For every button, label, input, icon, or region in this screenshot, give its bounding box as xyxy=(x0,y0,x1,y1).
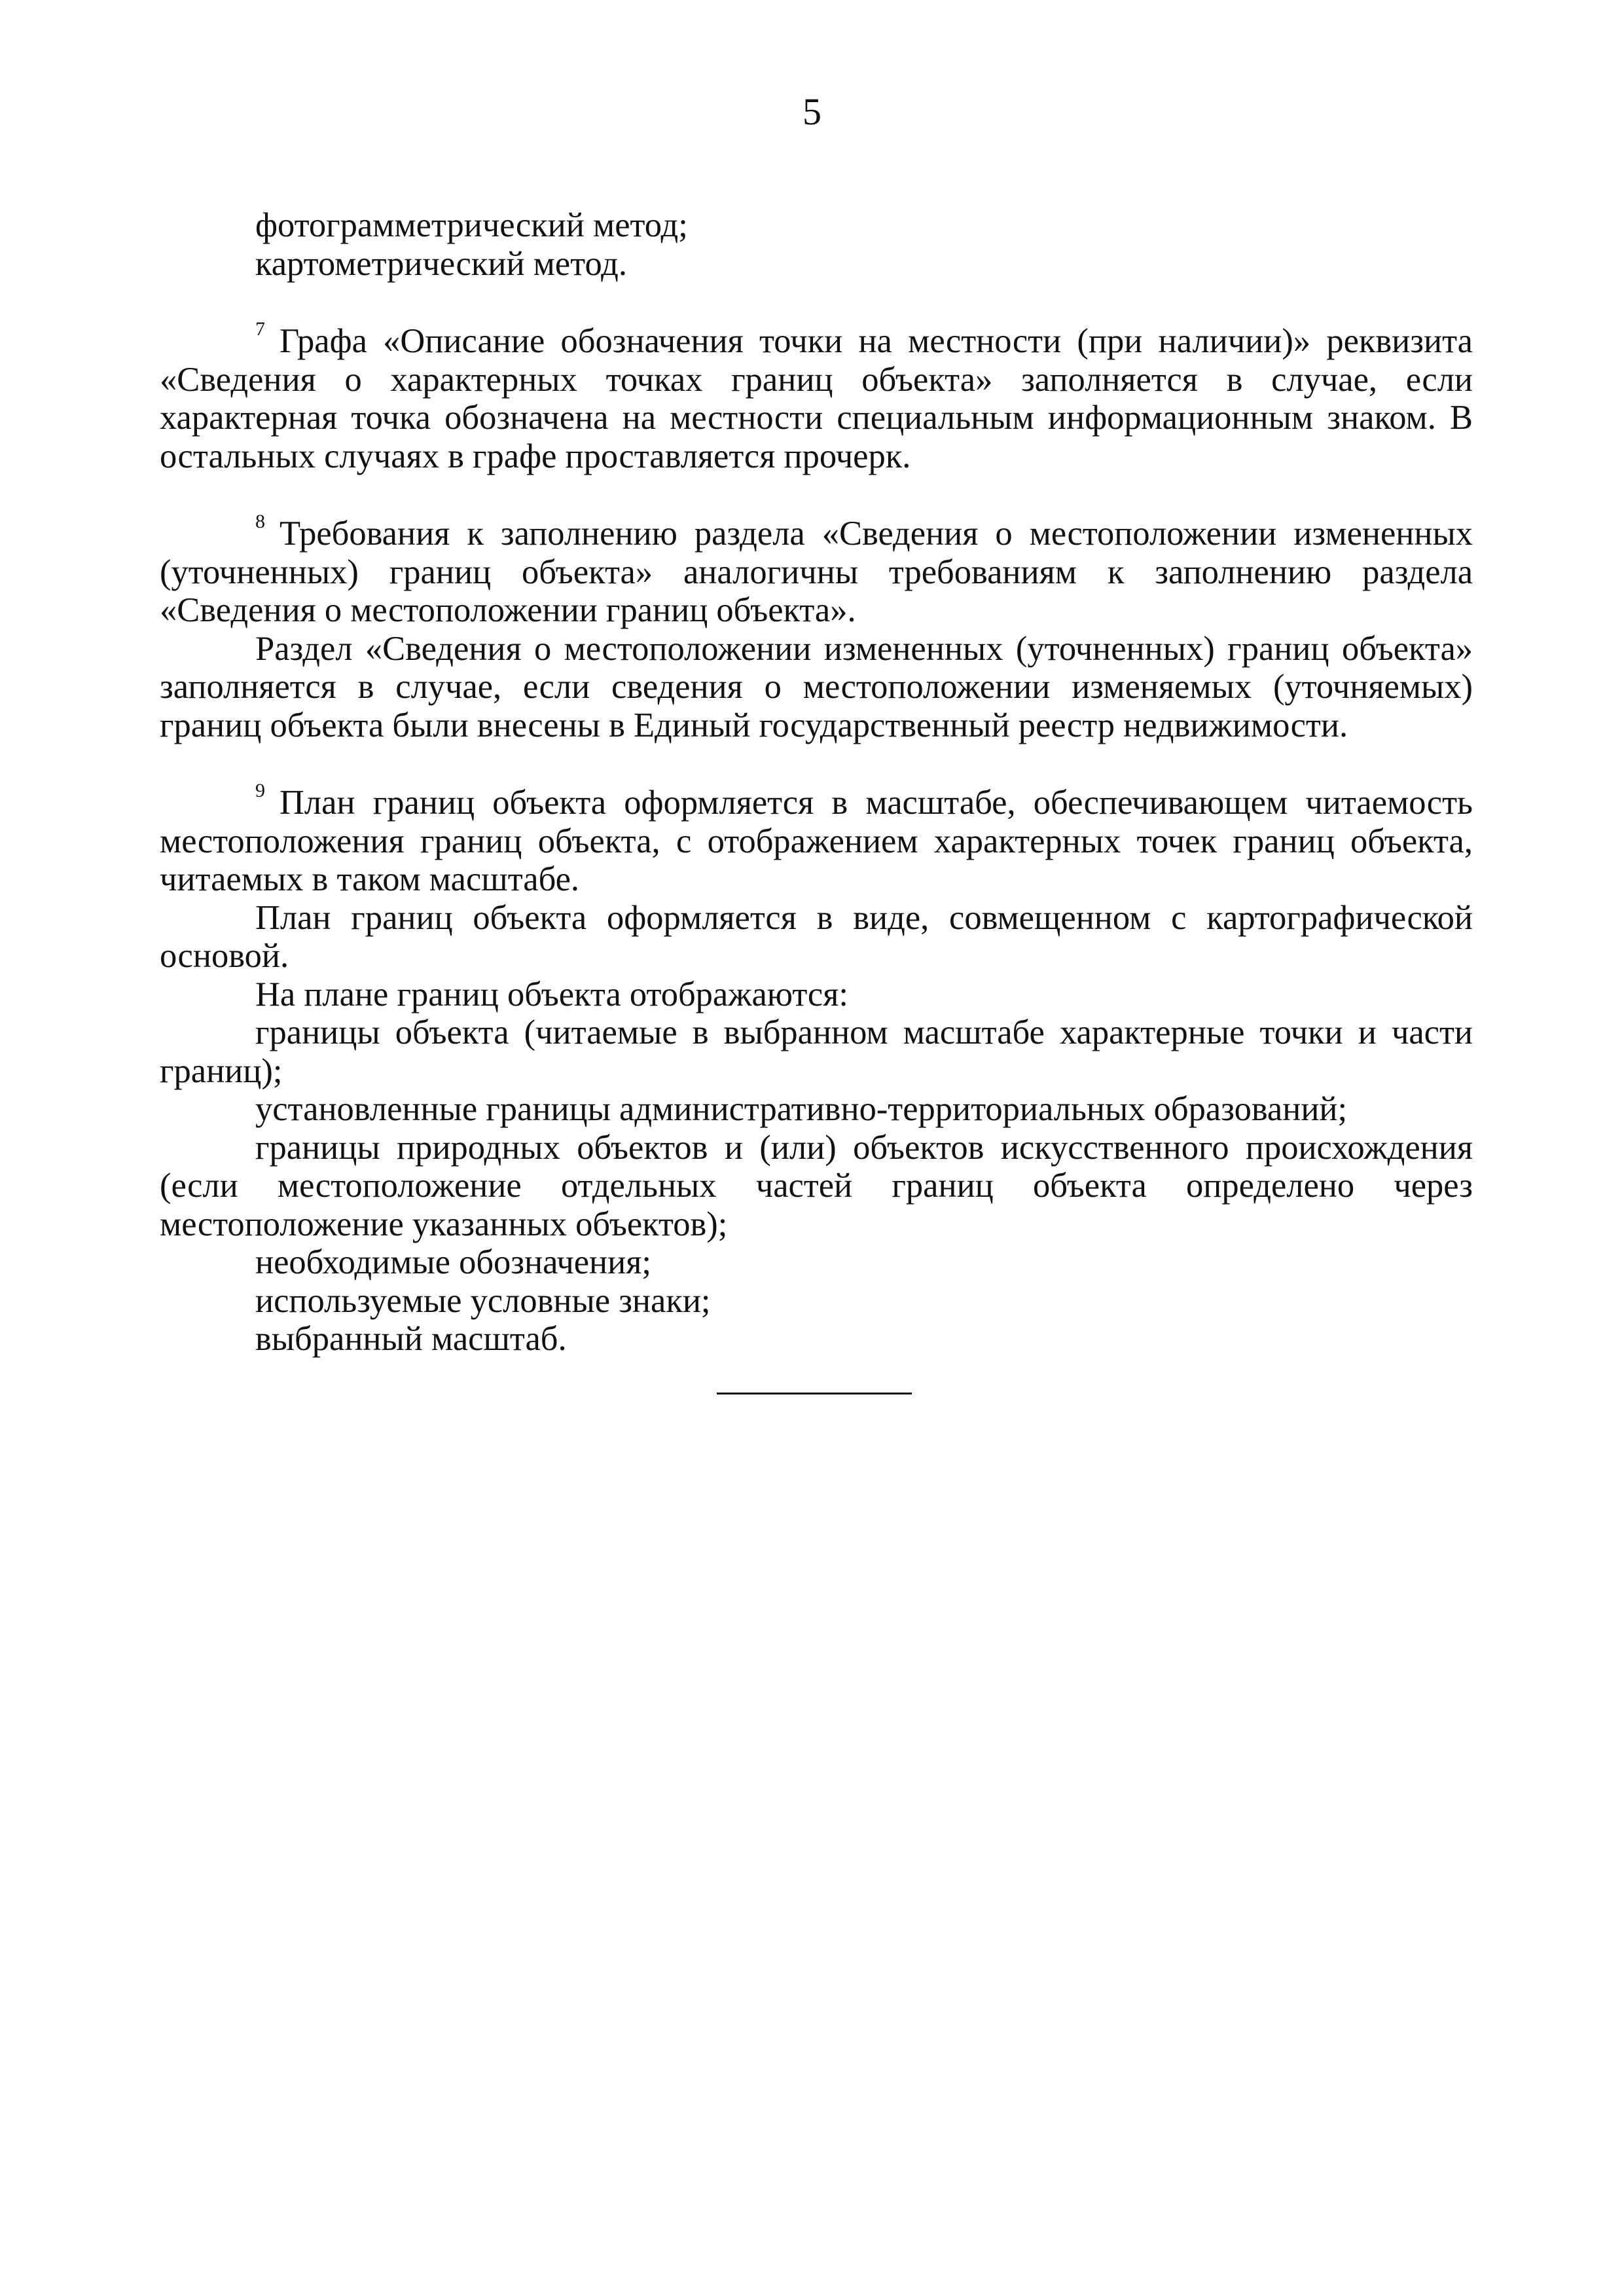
paragraph-text: Графа «Описание обозначения точки на местности (при наличии)» реквизита «Сведения о характерных точках границ объекта» заполняется в случае, если характерная точка обозначена на местности специальным информационным знаком. В остальных случаях в графе проставляется прочерк. xyxy=(160,322,1473,475)
page-number: 5 xyxy=(803,90,821,133)
footnote-mark: 7 xyxy=(255,318,265,340)
footnote-mark: 8 xyxy=(255,511,265,532)
paragraph: На плане границ объекта отображаются: xyxy=(255,975,848,1013)
list-item: используемые условные знаки; xyxy=(255,1281,711,1320)
list-item: установленные границы административно-территориальных образований; xyxy=(255,1090,1348,1128)
footnote-8 xyxy=(160,511,1473,744)
end-divider xyxy=(717,1393,912,1394)
document-body xyxy=(160,206,1473,1394)
paragraph xyxy=(160,511,1473,630)
paragraph xyxy=(160,780,1473,899)
paragraph: План границ объекта оформляется в виде, совмещенном с картографической основой. xyxy=(160,898,1473,975)
methods-list xyxy=(160,206,1473,283)
paragraph: фотограмметрический метод; xyxy=(255,206,688,244)
paragraph: Раздел «Сведения о местоположении измененных (уточненных) границ объекта» заполняется в случае, если сведения о местоположении изменяемых (уточняемых) границ объекта были внесены в Единый государственный реестр недвижимости. xyxy=(160,629,1473,744)
list-item: границы природных объектов и (или) объектов искусственного происхождения (если местоположение отдельных частей границ объекта определено через местоположение указанных объектов); xyxy=(160,1128,1473,1243)
list-item: выбранный масштаб. xyxy=(255,1320,567,1358)
list-item: границы объекта (читаемые в выбранном масштабе характерные точки и части границ); xyxy=(160,1013,1473,1090)
paragraph-text: Требования к заполнению раздела «Сведения о местоположении измененных (уточненных) границ объекта» аналогичны требованиям к заполнению раздела «Сведения о местоположении границ объекта». xyxy=(160,515,1473,629)
paragraph: картометрический метод. xyxy=(255,244,628,283)
footnote-7 xyxy=(160,318,1473,475)
footnote-mark: 9 xyxy=(255,780,265,801)
paragraph xyxy=(160,318,1473,475)
list-item: необходимые обозначения; xyxy=(255,1243,651,1281)
paragraph-text: План границ объекта оформляется в масштабе, обеспечивающем читаемость местоположения границ объекта, с отображением характерных точек границ объекта, читаемых в таком масштабе. xyxy=(160,784,1473,898)
footnote-9 xyxy=(160,780,1473,1358)
